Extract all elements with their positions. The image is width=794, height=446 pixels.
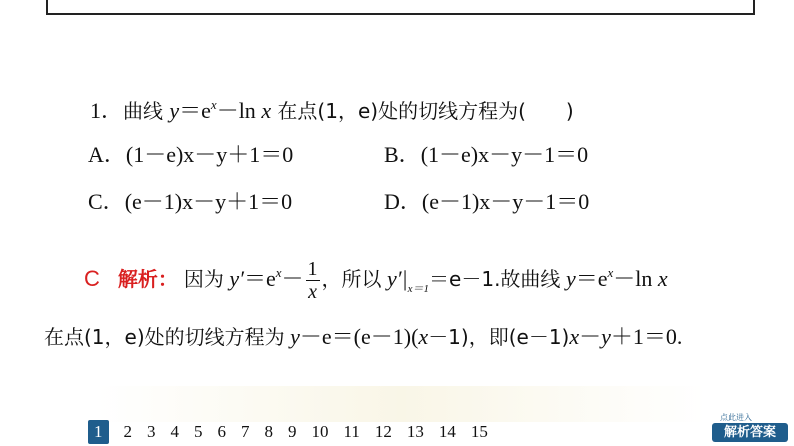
sol-exp: x — [607, 265, 614, 280]
answer-hint: 点此进入 — [720, 413, 752, 422]
page-link-15[interactable]: 15 — [470, 422, 488, 441]
page-link-3[interactable]: 3 — [147, 422, 156, 441]
option-a-text: (1－e)x－y＋1＝0 — [125, 142, 294, 167]
option-b-text: (1－e)x－y－1＝0 — [420, 142, 589, 167]
page-link-4[interactable]: 4 — [170, 422, 179, 441]
slide-frame — [46, 0, 755, 15]
sol-x: x — [657, 266, 668, 291]
frac-num: 1 — [307, 258, 318, 281]
page-link-2[interactable]: 2 — [123, 422, 132, 441]
sol-eq: ＝e — [575, 266, 608, 291]
page-navigator — [88, 418, 503, 446]
sol-minus: － — [281, 266, 304, 291]
sol-eq: ＝e — [243, 266, 276, 291]
page-link-6[interactable]: 6 — [217, 422, 226, 441]
stem-y: y — [169, 98, 180, 123]
option-c[interactable] — [88, 187, 292, 217]
sol-y: y — [565, 266, 576, 291]
sol-sub: x＝1 — [407, 283, 430, 295]
sol-y: y — [601, 324, 611, 349]
page-link-11[interactable]: 11 — [343, 422, 360, 441]
stem-x: x — [261, 98, 272, 123]
option-b-label: B． — [384, 142, 421, 167]
page-link-13[interactable]: 13 — [406, 422, 424, 441]
page-link-14[interactable]: 14 — [438, 422, 456, 441]
sol-text: －e＝(e－1)( — [299, 324, 419, 349]
stem-text: 曲线 — [123, 99, 170, 123]
view-answer-button[interactable] — [712, 412, 788, 442]
frac-den: x — [308, 281, 317, 304]
page-link-8[interactable]: 8 — [264, 422, 273, 441]
page-link-9[interactable]: 9 — [288, 422, 297, 441]
sol-exp: x — [275, 265, 282, 280]
stem-ln: －ln — [216, 98, 262, 123]
fraction-1-over-x — [306, 258, 320, 303]
stem-eq: ＝e — [179, 98, 211, 123]
background-watermark — [96, 386, 706, 422]
answer-letter: C — [84, 266, 100, 291]
sol-minus: － — [579, 324, 602, 349]
question-stem — [90, 90, 574, 126]
answer-button-label: 解析答案 — [712, 423, 788, 442]
solution-line-1 — [84, 258, 668, 304]
option-b[interactable] — [384, 140, 588, 170]
page-link-10[interactable]: 10 — [311, 422, 329, 441]
stem-exp: x — [210, 97, 217, 112]
page-link-12[interactable]: 12 — [374, 422, 392, 441]
option-c-label: C． — [88, 189, 125, 214]
page-link-1[interactable]: 1 — [88, 420, 109, 444]
option-d-label: D． — [384, 189, 422, 214]
stem-tail: 在点(1，e)处的切线方程为( ) — [271, 99, 574, 123]
page-link-7[interactable]: 7 — [241, 422, 250, 441]
sol-x: x — [418, 324, 429, 349]
sol-text: 因为 — [183, 267, 224, 291]
sol-text: ，所以 — [321, 267, 382, 291]
option-d-text: (e－1)x－y－1＝0 — [421, 189, 590, 214]
sol-text: ＝e－1.故曲线 — [429, 267, 561, 291]
option-c-text: (e－1)x－y＋1＝0 — [124, 189, 293, 214]
sol-x: x — [569, 324, 580, 349]
option-d[interactable] — [384, 187, 589, 217]
option-a[interactable] — [88, 140, 293, 170]
question-number: 1． — [90, 98, 124, 123]
page-link-5[interactable]: 5 — [194, 422, 203, 441]
sol-text: 在点(1，e)处的切线方程为 — [44, 325, 285, 349]
solution-line-2 — [44, 322, 682, 352]
sol-y: y — [290, 324, 300, 349]
option-a-label: A． — [88, 142, 126, 167]
sol-text: ＋1＝0. — [610, 324, 683, 349]
sol-yprime: y′ — [229, 266, 244, 291]
sol-text: －1)，即(e－1) — [428, 325, 570, 349]
sol-ln: －ln — [613, 266, 653, 291]
solution-label: 解析： — [117, 267, 178, 291]
sol-yprime-at: y′| — [387, 266, 408, 291]
